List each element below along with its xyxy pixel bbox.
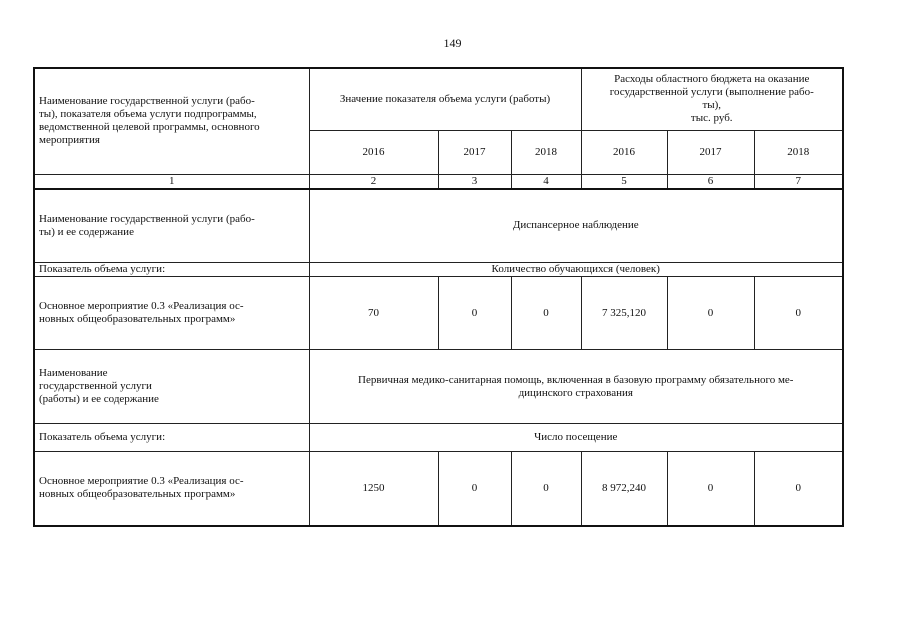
indicator-value: Число посещение [309, 424, 843, 452]
value-expenses-2017: 0 [667, 277, 754, 350]
value-expenses-2018: 0 [754, 277, 843, 350]
service-row [34, 350, 843, 424]
budget-table [33, 67, 844, 527]
service-row [34, 189, 843, 263]
indicator-row [34, 263, 843, 277]
header-service-name: Наименование государственной услуги (рабо- ты), показателя объема услуги подпрограммы, ведомственной целевой программы, основного мероприятия [34, 68, 309, 174]
indicator-row [34, 424, 843, 452]
header-expenses-group: Расходы областного бюджета на оказание государственной услуги (выполнение рабо- ты), тыс. руб. [581, 68, 843, 130]
value-volume-2017: 0 [438, 452, 511, 526]
activity-row [34, 452, 843, 526]
col-number: 3 [438, 174, 511, 189]
col-number: 2 [309, 174, 438, 189]
value-expenses-2016: 8 972,240 [581, 452, 667, 526]
col-number: 4 [511, 174, 581, 189]
value-volume-2018: 0 [511, 277, 581, 350]
value-volume-2016: 70 [309, 277, 438, 350]
col-number: 1 [34, 174, 309, 189]
service-label: Наименование государственной услуги (работы) и ее содержание [34, 350, 309, 424]
header-year-volume-2016: 2016 [309, 130, 438, 174]
header-year-volume-2018: 2018 [511, 130, 581, 174]
indicator-label: Показатель объема услуги: [34, 424, 309, 452]
page-number: 149 [443, 36, 462, 50]
indicator-value: Количество обучающихся (человек) [309, 263, 843, 277]
value-expenses-2018: 0 [754, 452, 843, 526]
header-volume-group: Значение показателя объема услуги (работы) [309, 68, 581, 130]
col-number: 6 [667, 174, 754, 189]
header-year-volume-2017: 2017 [438, 130, 511, 174]
value-volume-2017: 0 [438, 277, 511, 350]
service-value: Первичная медико-санитарная помощь, включенная в базовую программу обязательного ме- дицинского страхования [309, 350, 843, 424]
value-expenses-2017: 0 [667, 452, 754, 526]
service-label: Наименование государственной услуги (рабо- ты) и ее содержание [34, 189, 309, 263]
column-numbers-row [34, 174, 843, 189]
header-year-expenses-2018: 2018 [754, 130, 843, 174]
header-year-expenses-2016: 2016 [581, 130, 667, 174]
activity-row [34, 277, 843, 350]
header-row-groups [34, 68, 843, 130]
value-volume-2016: 1250 [309, 452, 438, 526]
col-number: 7 [754, 174, 843, 189]
value-volume-2018: 0 [511, 452, 581, 526]
header-year-expenses-2017: 2017 [667, 130, 754, 174]
activity-label: Основное мероприятие 0.3 «Реализация ос- новных общеобразовательных программ» [34, 277, 309, 350]
indicator-label: Показатель объема услуги: [34, 263, 309, 277]
activity-label: Основное мероприятие 0.3 «Реализация ос- новных общеобразовательных программ» [34, 452, 309, 526]
service-value: Диспансерное наблюдение [309, 189, 843, 263]
value-expenses-2016: 7 325,120 [581, 277, 667, 350]
col-number: 5 [581, 174, 667, 189]
